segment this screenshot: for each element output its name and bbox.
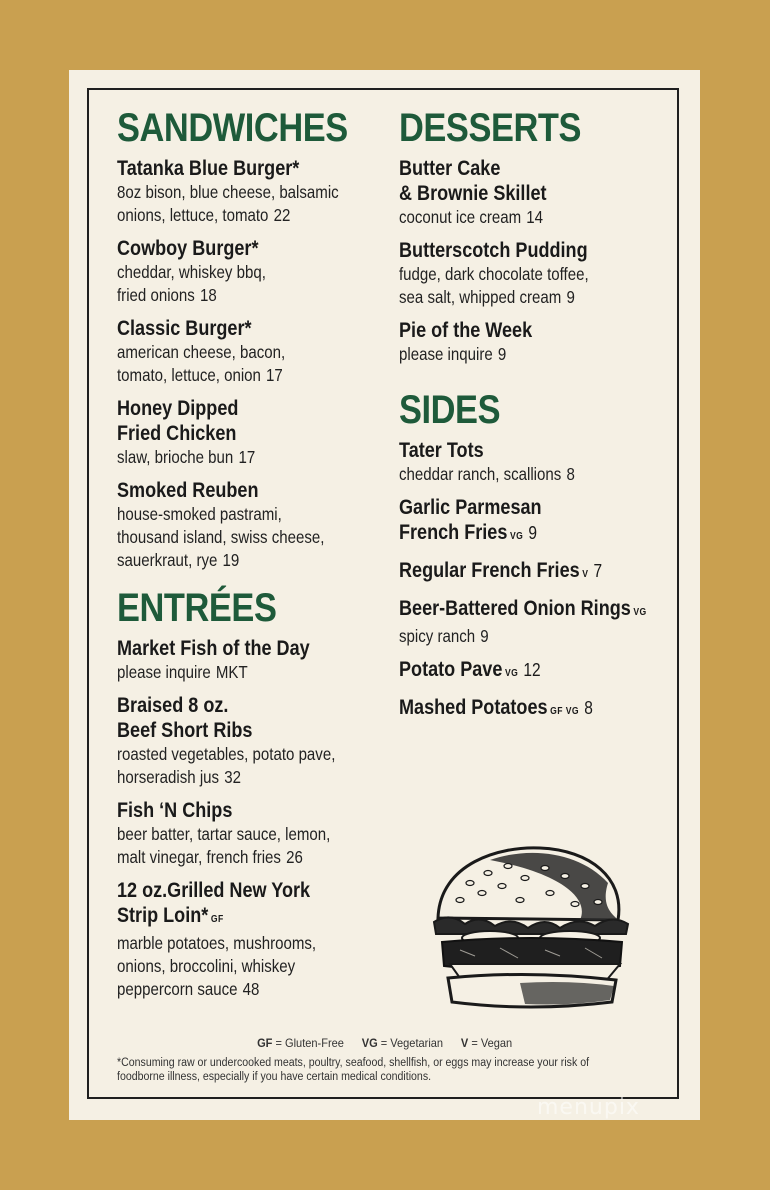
item-name: Cowboy Burger*: [117, 237, 259, 260]
item-price: 14: [526, 207, 544, 227]
item-name: Garlic Parmesan: [399, 496, 542, 519]
item-price: 9: [497, 344, 507, 364]
menu-item: [399, 238, 674, 309]
item-price: 7: [593, 561, 603, 581]
item-desc: coconut ice cream 14: [399, 207, 544, 227]
item-name: Tater Tots: [399, 439, 484, 462]
sandwiches-heading: SANDWICHES: [117, 106, 348, 150]
item-price: 8: [566, 464, 575, 484]
item-desc: slaw, brioche bun 17: [117, 447, 256, 467]
menu-item: [117, 478, 387, 572]
item-name: Tatanka Blue Burger*: [117, 157, 300, 180]
item-name: 12 oz.Grilled New York: [117, 879, 311, 902]
item-desc: house-smoked pastrami,: [117, 504, 282, 524]
menu-item: [399, 318, 674, 366]
menu-item: [399, 438, 674, 486]
watermark: menupix: [537, 1095, 640, 1120]
item-name: Market Fish of the Day: [117, 637, 310, 660]
item-price: 32: [224, 767, 241, 787]
item-price: 19: [222, 550, 240, 570]
dietary-tag: VG: [504, 668, 519, 679]
dietary-tag: GF: [210, 914, 224, 925]
entrees-heading: ENTRÉES: [117, 586, 277, 630]
item-desc: sea salt, whipped cream 9: [399, 287, 575, 307]
item-name-line2: Strip Loin* GF: [117, 904, 224, 927]
sides-heading: SIDES: [399, 388, 501, 432]
menu-item: [399, 657, 674, 686]
menu-item: [399, 558, 674, 587]
right-column: [399, 106, 674, 733]
menu-item: [117, 693, 387, 789]
item-desc: please inquire MKT: [117, 662, 248, 682]
item-name: Regular French Fries V 7: [399, 559, 603, 582]
menu-item: [117, 798, 387, 869]
item-desc: cheddar, whiskey bbq,: [117, 262, 266, 282]
menu-item: [399, 695, 674, 724]
item-name: Beer-Battered Onion Rings VG: [399, 597, 647, 620]
item-name: Honey Dipped: [117, 397, 239, 420]
dietary-tag: V: [582, 569, 589, 580]
item-price: 18: [199, 285, 217, 305]
item-price: 22: [273, 205, 291, 225]
item-price: MKT: [215, 662, 248, 682]
item-desc: beer batter, tartar sauce, lemon,: [117, 824, 331, 844]
item-name-line2: French Fries VG 9: [399, 521, 538, 544]
menu-item: [117, 316, 387, 387]
item-desc: tomato, lettuce, onion 17: [117, 365, 283, 385]
item-desc: 8oz bison, blue cheese, balsamic: [117, 182, 339, 202]
item-desc: marble potatoes, mushrooms,: [117, 933, 317, 953]
item-desc: malt vinegar, french fries 26: [117, 847, 303, 867]
item-name: Potato Pave VG 12: [399, 658, 541, 681]
item-name: Smoked Reuben: [117, 479, 259, 502]
item-price: 17: [266, 365, 283, 385]
item-price: 17: [238, 447, 256, 467]
item-desc: peppercorn sauce 48: [117, 979, 260, 999]
menu-item: [117, 236, 387, 307]
item-name: Mashed Potatoes GF VG 8: [399, 696, 593, 719]
item-desc: spicy ranch 9: [399, 626, 489, 646]
item-price: 9: [528, 523, 538, 543]
item-name-line2: & Brownie Skillet: [399, 182, 547, 205]
item-name-line2: Beef Short Ribs: [117, 719, 253, 742]
item-desc: fried onions 18: [117, 285, 217, 305]
dietary-tag: GF VG: [550, 706, 580, 717]
item-desc: fudge, dark chocolate toffee,: [399, 264, 589, 284]
menu-item: [399, 495, 674, 549]
menu-item: [117, 156, 387, 227]
item-desc: sauerkraut, rye 19: [117, 550, 240, 570]
dietary-tag: VG: [633, 607, 647, 618]
menu-item: [117, 878, 387, 1001]
menu-item: [399, 596, 674, 648]
item-name: Braised 8 oz.: [117, 694, 229, 717]
item-desc: onions, lettuce, tomato 22: [117, 205, 291, 225]
item-price: 9: [480, 626, 489, 646]
item-desc: thousand island, swiss cheese,: [117, 527, 325, 547]
item-price: 12: [523, 660, 541, 680]
dietary-legend: GF = Gluten-Free VG = Vegetarian V = Vegan: [257, 1036, 513, 1050]
item-desc: american cheese, bacon,: [117, 342, 286, 362]
item-desc: onions, broccolini, whiskey: [117, 956, 296, 976]
item-name: Classic Burger*: [117, 317, 252, 340]
item-name: Butterscotch Pudding: [399, 239, 588, 262]
menu-item: [399, 156, 674, 229]
desserts-heading: DESSERTS: [399, 106, 581, 150]
consumption-disclaimer: *Consuming raw or undercooked meats, poultry, seafood, shellfish, or eggs may increase your risk of foodborne illness, especially if you have certain medical conditions.: [117, 1057, 590, 1083]
burger-illustration-icon: [430, 838, 635, 1013]
menu-item: [117, 396, 387, 469]
item-name: Fish ‘N Chips: [117, 799, 233, 822]
left-column: [117, 106, 387, 1010]
item-price: 9: [566, 287, 575, 307]
item-price: 8: [584, 698, 593, 718]
item-name: Pie of the Week: [399, 319, 533, 342]
item-desc: please inquire 9: [399, 344, 507, 364]
dietary-tag: VG: [509, 531, 524, 542]
menu-item: [117, 636, 387, 684]
item-desc: horseradish jus 32: [117, 767, 241, 787]
item-price: 26: [286, 847, 303, 867]
item-desc: roasted vegetables, potato pave,: [117, 744, 336, 764]
item-name-line2: Fried Chicken: [117, 422, 237, 445]
item-desc: cheddar ranch, scallions 8: [399, 464, 575, 484]
item-name: Butter Cake: [399, 157, 501, 180]
item-price: 48: [242, 979, 260, 999]
